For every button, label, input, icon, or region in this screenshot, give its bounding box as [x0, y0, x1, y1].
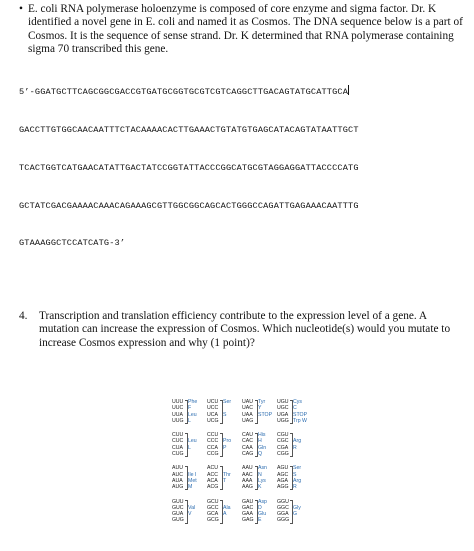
codon: CUA	[172, 444, 183, 451]
amino-acid: Val	[188, 504, 196, 511]
codon-column	[207, 499, 242, 524]
codon: UUG	[172, 417, 184, 424]
codon: AGC	[277, 471, 289, 478]
codon: CGA	[277, 444, 289, 451]
codon-row	[277, 517, 312, 523]
question-text: Transcription and translation efficiency contribute to the expression level of a gene. A mutation can increase the expression of Cosmos. Which nucleotide(s) would you mutate to increase Cosmos expression and why (1 point)?	[39, 310, 451, 349]
codon-row	[242, 484, 277, 490]
codon-bracket	[290, 400, 293, 424]
codon: GUC	[172, 504, 184, 511]
amino-acid: Asp	[258, 498, 267, 505]
codon-column	[277, 465, 312, 490]
codon: AAU	[242, 465, 253, 472]
codon-bracket	[220, 400, 223, 424]
codon: UAA	[242, 411, 253, 418]
codon: GUG	[172, 517, 184, 524]
intro-text: E. coli RNA polymerase holoenzyme is composed of core enzyme and sigma factor. Dr. K identified a novel gene in E. coli and named it as Cosmos. The DNA sequence below is a part of Cosmos. It is the sequence of sense strand. Dr. K determined that RNA polymerase containing sigma 70 transcribed this gene.	[28, 3, 463, 56]
codon: AAA	[242, 477, 253, 484]
codon-row	[277, 418, 312, 424]
codon: CGC	[277, 438, 289, 445]
amino-acid: Cys	[293, 399, 302, 405]
codon-column	[172, 399, 207, 424]
codon: CUU	[172, 432, 184, 439]
codon: GAG	[242, 517, 254, 524]
amino-acid: Leu	[188, 438, 197, 445]
amino-acid: K	[258, 484, 262, 491]
codon: CUC	[172, 438, 184, 445]
codon-bracket	[185, 500, 188, 524]
codon-bracket	[185, 433, 188, 457]
sequence-line: GACCTTGTGGCAACAATTTCTACAAAACACTTGAAACTGTATGTGAGCATACAGTATAATTGCT	[19, 124, 359, 135]
amino-acid: Ser	[293, 465, 302, 472]
codon-row	[242, 517, 277, 523]
amino-acid: STOP	[258, 411, 273, 418]
codon-block	[172, 432, 312, 457]
codon: GAA	[242, 511, 253, 518]
codon-block	[172, 399, 312, 424]
codon: UGU	[277, 399, 289, 405]
amino-acid: Ala	[223, 504, 231, 511]
codon-row	[277, 451, 312, 457]
codon: CGU	[277, 432, 289, 439]
codon: UUA	[172, 411, 183, 418]
amino-acid: R	[293, 444, 297, 451]
codon-bracket	[185, 466, 188, 490]
codon: GAU	[242, 498, 254, 505]
amino-acid: Lys	[258, 477, 266, 484]
codon: GGA	[277, 511, 289, 518]
codon: UAG	[242, 417, 254, 424]
amino-acid: Glu	[258, 511, 267, 518]
amino-acid: Thr	[223, 471, 231, 478]
amino-acid: S	[223, 411, 227, 418]
amino-acid: Leu	[188, 411, 197, 418]
sequence-line: 5’-GGATGCTTCAGCGGCGACCGTGATGCGGTGCGTCGTCAGGCTTGACAGTATGCATTGCA	[19, 87, 349, 98]
sequence-line: TCACTGGTCATGAACATATTGACTATCCGGTATTACCCGGCATGCGTAGGAGGATTACCCCATG	[19, 162, 359, 173]
codon: CGG	[277, 451, 289, 458]
codon: GCU	[207, 498, 219, 505]
codon: ACA	[207, 477, 218, 484]
codon: CCG	[207, 451, 219, 458]
codon-row	[172, 451, 207, 457]
codon-column	[242, 499, 277, 524]
amino-acid: L	[188, 444, 191, 451]
codon: GGG	[277, 517, 290, 524]
codon-row	[242, 418, 277, 424]
codon: GGC	[277, 504, 289, 511]
codon: UGA	[277, 411, 289, 418]
codon: CCA	[207, 444, 218, 451]
codon-bracket	[255, 400, 258, 424]
amino-acid: N	[258, 471, 262, 478]
codon: AUG	[172, 484, 184, 491]
codon-bracket	[255, 433, 258, 457]
codon-column	[207, 432, 242, 457]
amino-acid: Tyr	[258, 399, 266, 405]
amino-acid: Gly	[293, 504, 301, 511]
amino-acid: Phe	[188, 399, 198, 405]
codon: GGU	[277, 498, 289, 505]
codon: AUC	[172, 471, 183, 478]
amino-acid: Q	[258, 451, 263, 458]
amino-acid: Pro	[223, 438, 232, 445]
bullet: •	[19, 3, 23, 15]
amino-acid: D	[258, 504, 262, 511]
codon: UCG	[207, 417, 219, 424]
amino-acid: STOP	[293, 411, 308, 418]
codon-row	[172, 418, 207, 424]
codon-column	[277, 432, 312, 457]
amino-acid: His	[258, 432, 266, 439]
codon-bracket	[255, 466, 258, 490]
codon-bracket	[185, 400, 188, 424]
codon: AUA	[172, 477, 183, 484]
codon-column	[277, 499, 312, 524]
amino-acid: L	[188, 417, 191, 424]
amino-acid: Ile I	[188, 471, 197, 478]
codon-column	[242, 465, 277, 490]
amino-acid: Asn	[258, 465, 267, 472]
codon-column	[172, 465, 207, 490]
codon-row	[172, 517, 207, 523]
codon-bracket	[255, 500, 258, 524]
question-4	[19, 310, 464, 350]
intro-paragraph	[19, 3, 464, 57]
text-cursor	[348, 85, 349, 95]
amino-acid: A	[223, 511, 227, 518]
codon-column	[277, 399, 312, 424]
codon-bracket	[290, 433, 293, 457]
codon: AGA	[277, 477, 288, 484]
codon: GCC	[207, 504, 219, 511]
codon: AGG	[277, 484, 289, 491]
question-number: 4.	[19, 310, 28, 322]
codon-table	[172, 399, 312, 532]
codon-row	[207, 484, 242, 490]
codon-column	[172, 432, 207, 457]
amino-acid: R	[293, 484, 297, 491]
amino-acid: Met	[188, 477, 197, 484]
codon: GUA	[172, 511, 184, 518]
codon: UGG	[277, 417, 289, 424]
codon-row	[277, 484, 312, 490]
codon: UCC	[207, 405, 219, 412]
codon-column	[207, 465, 242, 490]
codon-row	[172, 484, 207, 490]
codon-row	[242, 451, 277, 457]
codon: CAU	[242, 432, 253, 439]
amino-acid: Arg	[293, 438, 302, 445]
codon: GAC	[242, 504, 254, 511]
codon: CCU	[207, 432, 219, 439]
sequence-line: GTAAAGGCTCCATCATG-3’	[19, 238, 126, 249]
codon: UAC	[242, 405, 253, 412]
codon: AAG	[242, 484, 253, 491]
amino-acid: Ser	[223, 399, 232, 405]
sequence-line: GCTATCGACGAAAACAAACAGAAAGCGTTGGCGGCAGCACTGGGCCAGATTGAGAAACAATTTG	[19, 200, 359, 211]
codon-block	[172, 465, 312, 490]
amino-acid: H	[258, 438, 262, 445]
codon: ACG	[207, 484, 219, 491]
amino-acid: F	[188, 405, 192, 412]
amino-acid: S	[293, 471, 297, 478]
amino-acid: M	[188, 484, 193, 491]
amino-acid: C	[293, 405, 297, 412]
codon: UUC	[172, 405, 184, 412]
codon-column	[242, 399, 277, 424]
codon-row	[207, 451, 242, 457]
amino-acid: T	[223, 477, 227, 484]
codon-column	[172, 499, 207, 524]
amino-acid: V	[188, 511, 192, 518]
amino-acid: E	[258, 517, 262, 524]
amino-acid: Y	[258, 405, 262, 412]
codon: UGC	[277, 405, 289, 412]
codon: ACC	[207, 471, 218, 478]
amino-acid: Trp W	[293, 417, 307, 424]
codon: UUU	[172, 399, 184, 405]
amino-acid: Gln	[258, 444, 267, 451]
codon: GCG	[207, 517, 219, 524]
codon: ACU	[207, 465, 218, 472]
codon: UCA	[207, 411, 218, 418]
codon: GUU	[172, 498, 184, 505]
codon: UCU	[207, 399, 219, 405]
codon: CUG	[172, 451, 184, 458]
codon-column	[242, 432, 277, 457]
codon-block	[172, 499, 312, 524]
dna-sequence	[19, 60, 469, 263]
codon-bracket	[220, 433, 223, 457]
codon: CAA	[242, 444, 253, 451]
codon: AAC	[242, 471, 253, 478]
amino-acid: G	[293, 511, 298, 518]
codon: CCC	[207, 438, 219, 445]
codon-column	[207, 399, 242, 424]
codon-bracket	[220, 500, 223, 524]
codon: UAU	[242, 399, 253, 405]
codon: CAG	[242, 451, 254, 458]
codon: AGU	[277, 465, 289, 472]
codon-row	[207, 517, 242, 523]
codon: AUU	[172, 465, 183, 472]
amino-acid: Arg	[293, 477, 302, 484]
codon: CAC	[242, 438, 253, 445]
codon: GCA	[207, 511, 219, 518]
amino-acid: P	[223, 444, 227, 451]
codon-row	[207, 418, 242, 424]
codon-bracket	[220, 466, 223, 490]
codon-bracket	[290, 500, 293, 524]
codon-bracket	[290, 466, 293, 490]
